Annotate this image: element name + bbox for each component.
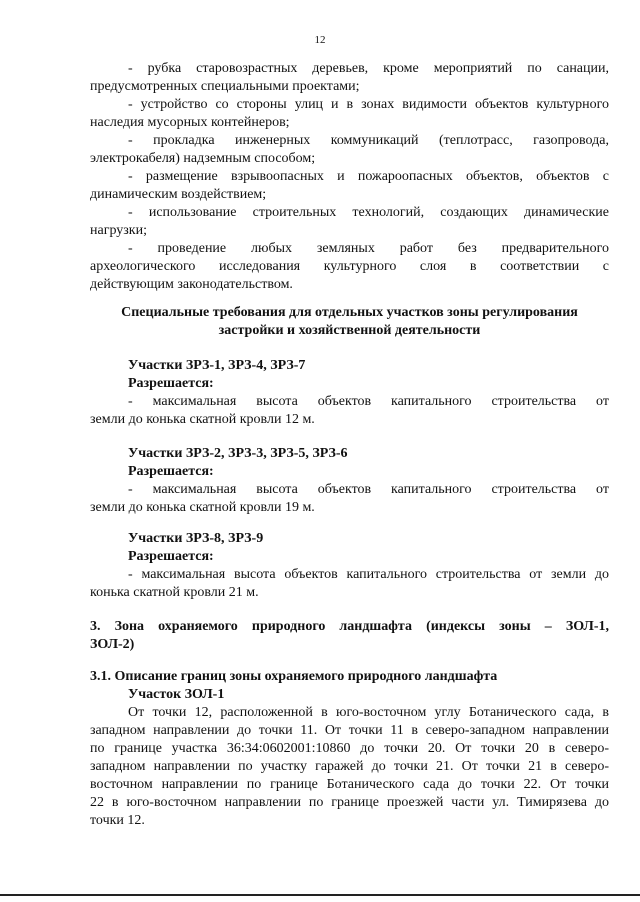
heading-line: 3.1. Описание границ зоны охраняемого природного ландшафта: [90, 669, 498, 684]
description-line: точки 12.: [90, 813, 145, 828]
description-line: От точки 12, расположенной в юго-восточном углу Ботанического сада, в: [128, 705, 609, 720]
allowed-label: Разрешается:: [128, 464, 214, 479]
restriction-line: - размещение взрывоопасных и пожароопасных объектов, объектов с: [128, 169, 609, 184]
description-line: западном направлении по участку гаражей до точки 21. От точки 21 в северо-: [90, 759, 609, 774]
rule-line: - максимальная высота объектов капитального строительства от: [128, 394, 609, 409]
plot-title: Участки ЗРЗ-8, ЗРЗ-9: [128, 531, 264, 546]
page-number: 12: [314, 34, 326, 46]
restriction-item: [90, 240, 609, 294]
restriction-item: [90, 132, 609, 168]
boundary-description: [90, 704, 609, 830]
restriction-line: нагрузки;: [90, 223, 147, 238]
restriction-line: наследия мусорных контейнеров;: [90, 115, 290, 130]
plot-rule: [90, 566, 609, 602]
plot-title: Участки ЗРЗ-1, ЗРЗ-4, ЗРЗ-7: [128, 358, 306, 373]
restriction-item: [90, 60, 609, 96]
description-line: по границе участка 36:34:0602001:10860 до точки 20. От точки 20 в северо-: [90, 741, 609, 756]
restriction-line: - устройство со стороны улиц и в зонах видимости объектов культурного: [128, 97, 609, 112]
restriction-line: археологического исследования культурного слоя в соответствии с: [90, 259, 609, 274]
rule-line: - максимальная высота объектов капитального строительства от: [128, 482, 609, 497]
rule-line: земли до конька скатной кровли 19 м.: [90, 500, 315, 515]
heading-line: 3. Зона охраняемого природного ландшафта (индексы зоны – ЗОЛ-1,: [90, 619, 609, 634]
allowed-label: Разрешается:: [128, 376, 214, 391]
heading-line: застройки и хозяйственной деятельности: [218, 323, 481, 338]
rule-line: земли до конька скатной кровли 12 м.: [90, 412, 315, 427]
section-3-1-heading: [90, 668, 609, 686]
plot-rule: [90, 481, 609, 517]
restriction-line: предусмотренных специальными проектами;: [90, 79, 360, 94]
description-line: восточном направлении по границе Ботанического сада до точки 22. От точки: [90, 777, 609, 792]
plot-title: Участки ЗРЗ-2, ЗРЗ-3, ЗРЗ-5, ЗРЗ-6: [128, 446, 348, 461]
restrictions-list: [90, 60, 609, 294]
heading-line: Специальные требования для отдельных участков зоны регулирования: [121, 305, 578, 320]
scan-edge: [0, 894, 640, 896]
restriction-line: электрокабеля) надземным способом;: [90, 151, 316, 166]
plot-rule: [90, 393, 609, 429]
restriction-line: - использование строительных технологий, создающих динамические: [128, 205, 609, 220]
restriction-line: действующим законодательством.: [90, 277, 293, 292]
section-3-heading: [90, 618, 609, 654]
restriction-line: - проведение любых земляных работ без предварительного: [128, 241, 609, 256]
restriction-line: - прокладка инженерных коммуникаций (теплотрасс, газопровода,: [128, 133, 609, 148]
restriction-item: [90, 204, 609, 240]
restriction-line: - рубка старовозрастных деревьев, кроме мероприятий по санации,: [128, 61, 609, 76]
restriction-item: [90, 96, 609, 132]
rule-line: конька скатной кровли 21 м.: [90, 585, 259, 600]
description-line: западном направлении до точки 11. От точки 11 в северо-западном направлении: [90, 723, 609, 738]
plot-title: Участок ЗОЛ-1: [128, 687, 225, 702]
restriction-item: [90, 168, 609, 204]
special-requirements-heading: [90, 304, 609, 340]
heading-line: ЗОЛ-2): [90, 637, 135, 652]
restriction-line: динамическим воздействием;: [90, 187, 267, 202]
allowed-label: Разрешается:: [128, 549, 214, 564]
description-line: 22 в юго-восточном направлении по границе проезжей части ул. Тимирязева до: [90, 795, 609, 810]
rule-line: - максимальная высота объектов капитального строительства от земли до: [128, 567, 609, 582]
